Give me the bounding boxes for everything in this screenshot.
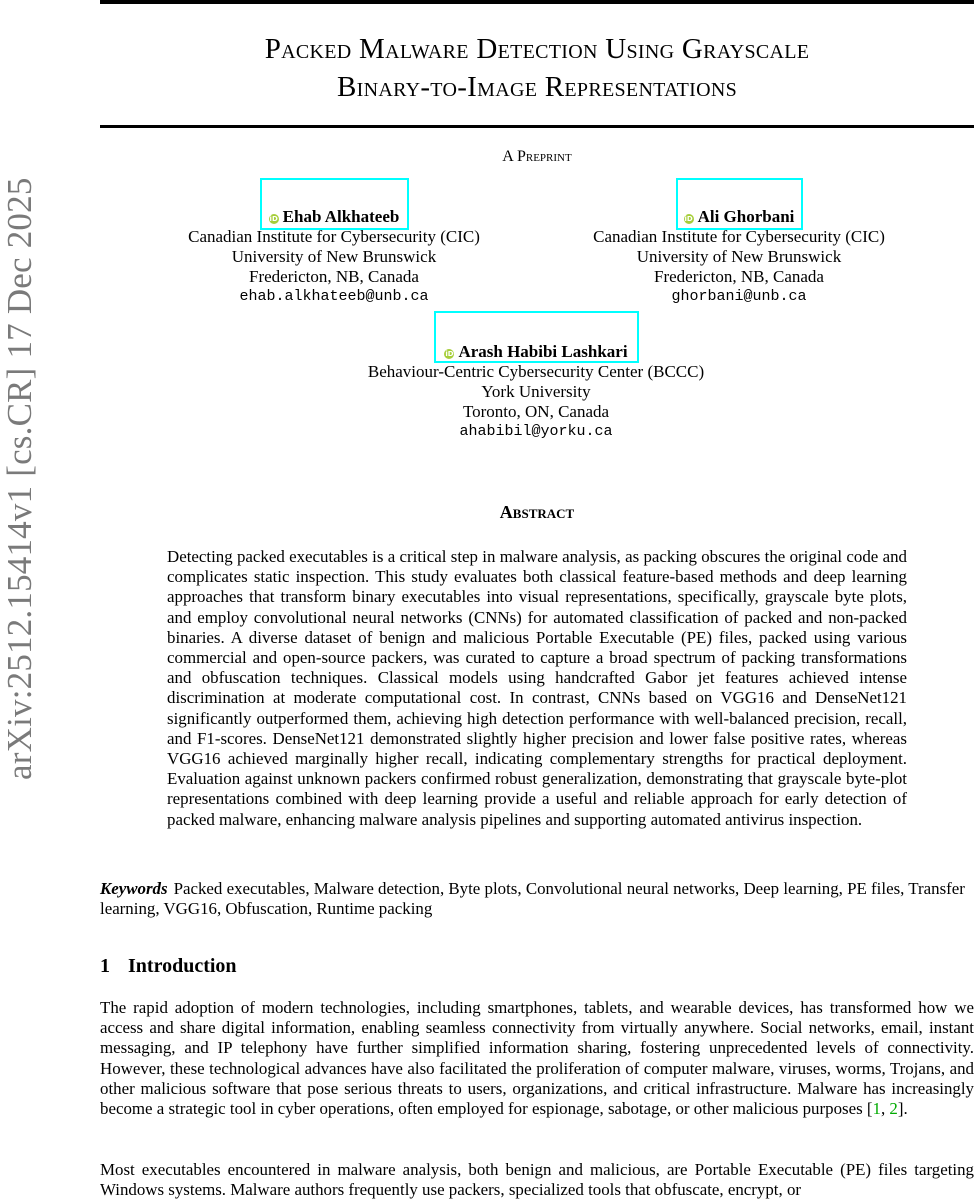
author-university: York University xyxy=(481,382,591,401)
paragraph-text: The rapid adoption of modern technologies, including smartphones, tablets, and wearable devices, has transformed how we access and share digital information, enabling seamless connectivity from virtually anywhere. Social networks, email, instant messaging, and IP telephony have further simplified information sharing, fostering unprecedented levels of connectivity. However, these technological advances have also facilitated the proliferation of computer malware, viruses, worms, Trojans, and other malicious software that pose serious threats to users, organizations, and critical infrastructure. Malware has increasingly become a strategic tool in cyber operations, often employed for espionage, sabotage, or other malicious purposes xyxy=(100,998,974,1119)
orcid-link-box-3[interactable] xyxy=(434,311,639,363)
author-location: Toronto, ON, Canada xyxy=(462,402,610,421)
author-name: Ali Ghorbani xyxy=(697,207,795,226)
author-email[interactable]: ghorbani@unb.ca xyxy=(671,288,807,305)
abstract-text: Detecting packed executables is a critical step in malware analysis, as packing obscures the original code and complicates static inspection. This study evaluates both classical feature-based methods and deep learning approaches that transform binary executables into visual representations, specifically, grayscale byte plots, and employ convolutional neural networks (CNNs) for automated classification of packed and non-packed binaries. A diverse dataset of benign and malicious Portable Executable (PE) files, packed using various commercial and open-source packers, was curated to capture a broad spectrum of packing transformations and obfuscation techniques. Classical models using handcrafted Gabor jet features achieved intense discrimination at moderate computational cost. In contrast, CNNs based on VGG16 and DenseNet121 significantly outperformed them, achieving high detection performance with well-balanced precision, recall, and F1-scores. DenseNet121 demonstrated slightly higher precision and lower false positive rates, whereas VGG16 achieved marginally higher recall, indicating complementary strengths for practical deployment. Evaluation against unknown packers confirmed robust generalization, demonstrating that grayscale byte-plot representations combined with deep learning provide a useful and reliable approach for early detection of packed malware, enhancing malware analysis pipelines and supporting automated antivirus inspection. xyxy=(167,547,907,829)
author-affiliation: Canadian Institute for Cybersecurity (CIC) xyxy=(188,227,480,246)
orcid-link-box-2[interactable] xyxy=(676,178,803,230)
author-university: University of New Brunswick xyxy=(636,247,842,266)
section-heading xyxy=(100,955,237,978)
citation-close: ]. xyxy=(897,1099,908,1119)
orcid-icon[interactable]: iD xyxy=(445,350,454,358)
paper-title xyxy=(100,30,974,106)
keywords-block xyxy=(100,879,974,919)
title-line-1: Packed Malware Detection Using Grayscale xyxy=(264,33,810,65)
author-name: Ehab Alkhateeb xyxy=(282,207,400,226)
author-affiliation: Canadian Institute for Cybersecurity (CIC) xyxy=(593,227,885,246)
author-location: Fredericton, NB, Canada xyxy=(654,267,824,286)
section-title: Introduction xyxy=(128,955,237,977)
keywords-list: Packed executables, Malware detection, Byte plots, Convolutional neural networks, Deep learning, PE files, Transfer learning, VGG16, Obfuscation, Runtime packing xyxy=(100,879,965,919)
arxiv-stamp: arXiv:2512.15414v1 [cs.CR] 17 Dec 2025 xyxy=(0,177,39,780)
orcid-link-box-1[interactable] xyxy=(260,178,409,230)
citation-link-2[interactable]: 2 xyxy=(889,1099,898,1119)
citation-separator: , xyxy=(880,1099,890,1119)
author-email[interactable]: ahabibil@yorku.ca xyxy=(459,423,613,440)
keywords-label: Keywords xyxy=(100,879,168,898)
title-line-2: Binary-to-Image Representations xyxy=(336,71,738,103)
intro-paragraph-2: Most executables encountered in malware analysis, both benign and malicious, are Portable Executable (PE) files targeting Windows systems. Malware authors frequently use packers, specialized tools that obfuscate, encrypt, or xyxy=(100,1160,974,1200)
orcid-icon[interactable]: iD xyxy=(684,215,693,223)
author-email[interactable]: ehab.alkhateeb@unb.ca xyxy=(239,288,429,305)
author-affiliation: Behaviour-Centric Cybersecurity Center (BCCC) xyxy=(367,362,705,381)
author-university: University of New Brunswick xyxy=(231,247,437,266)
intro-paragraph-1 xyxy=(100,998,974,1119)
citation-open: [ xyxy=(862,1099,873,1119)
abstract-heading: Abstract xyxy=(499,502,575,522)
title-top-rule xyxy=(100,0,974,4)
title-bottom-rule xyxy=(100,125,974,128)
section-number: 1 xyxy=(100,955,110,977)
orcid-icon[interactable]: iD xyxy=(269,215,278,223)
citation-link-1[interactable]: 1 xyxy=(872,1099,881,1119)
preprint-label: A Preprint xyxy=(502,148,572,165)
author-name: Arash Habibi Lashkari xyxy=(458,342,628,361)
author-location: Fredericton, NB, Canada xyxy=(249,267,419,286)
